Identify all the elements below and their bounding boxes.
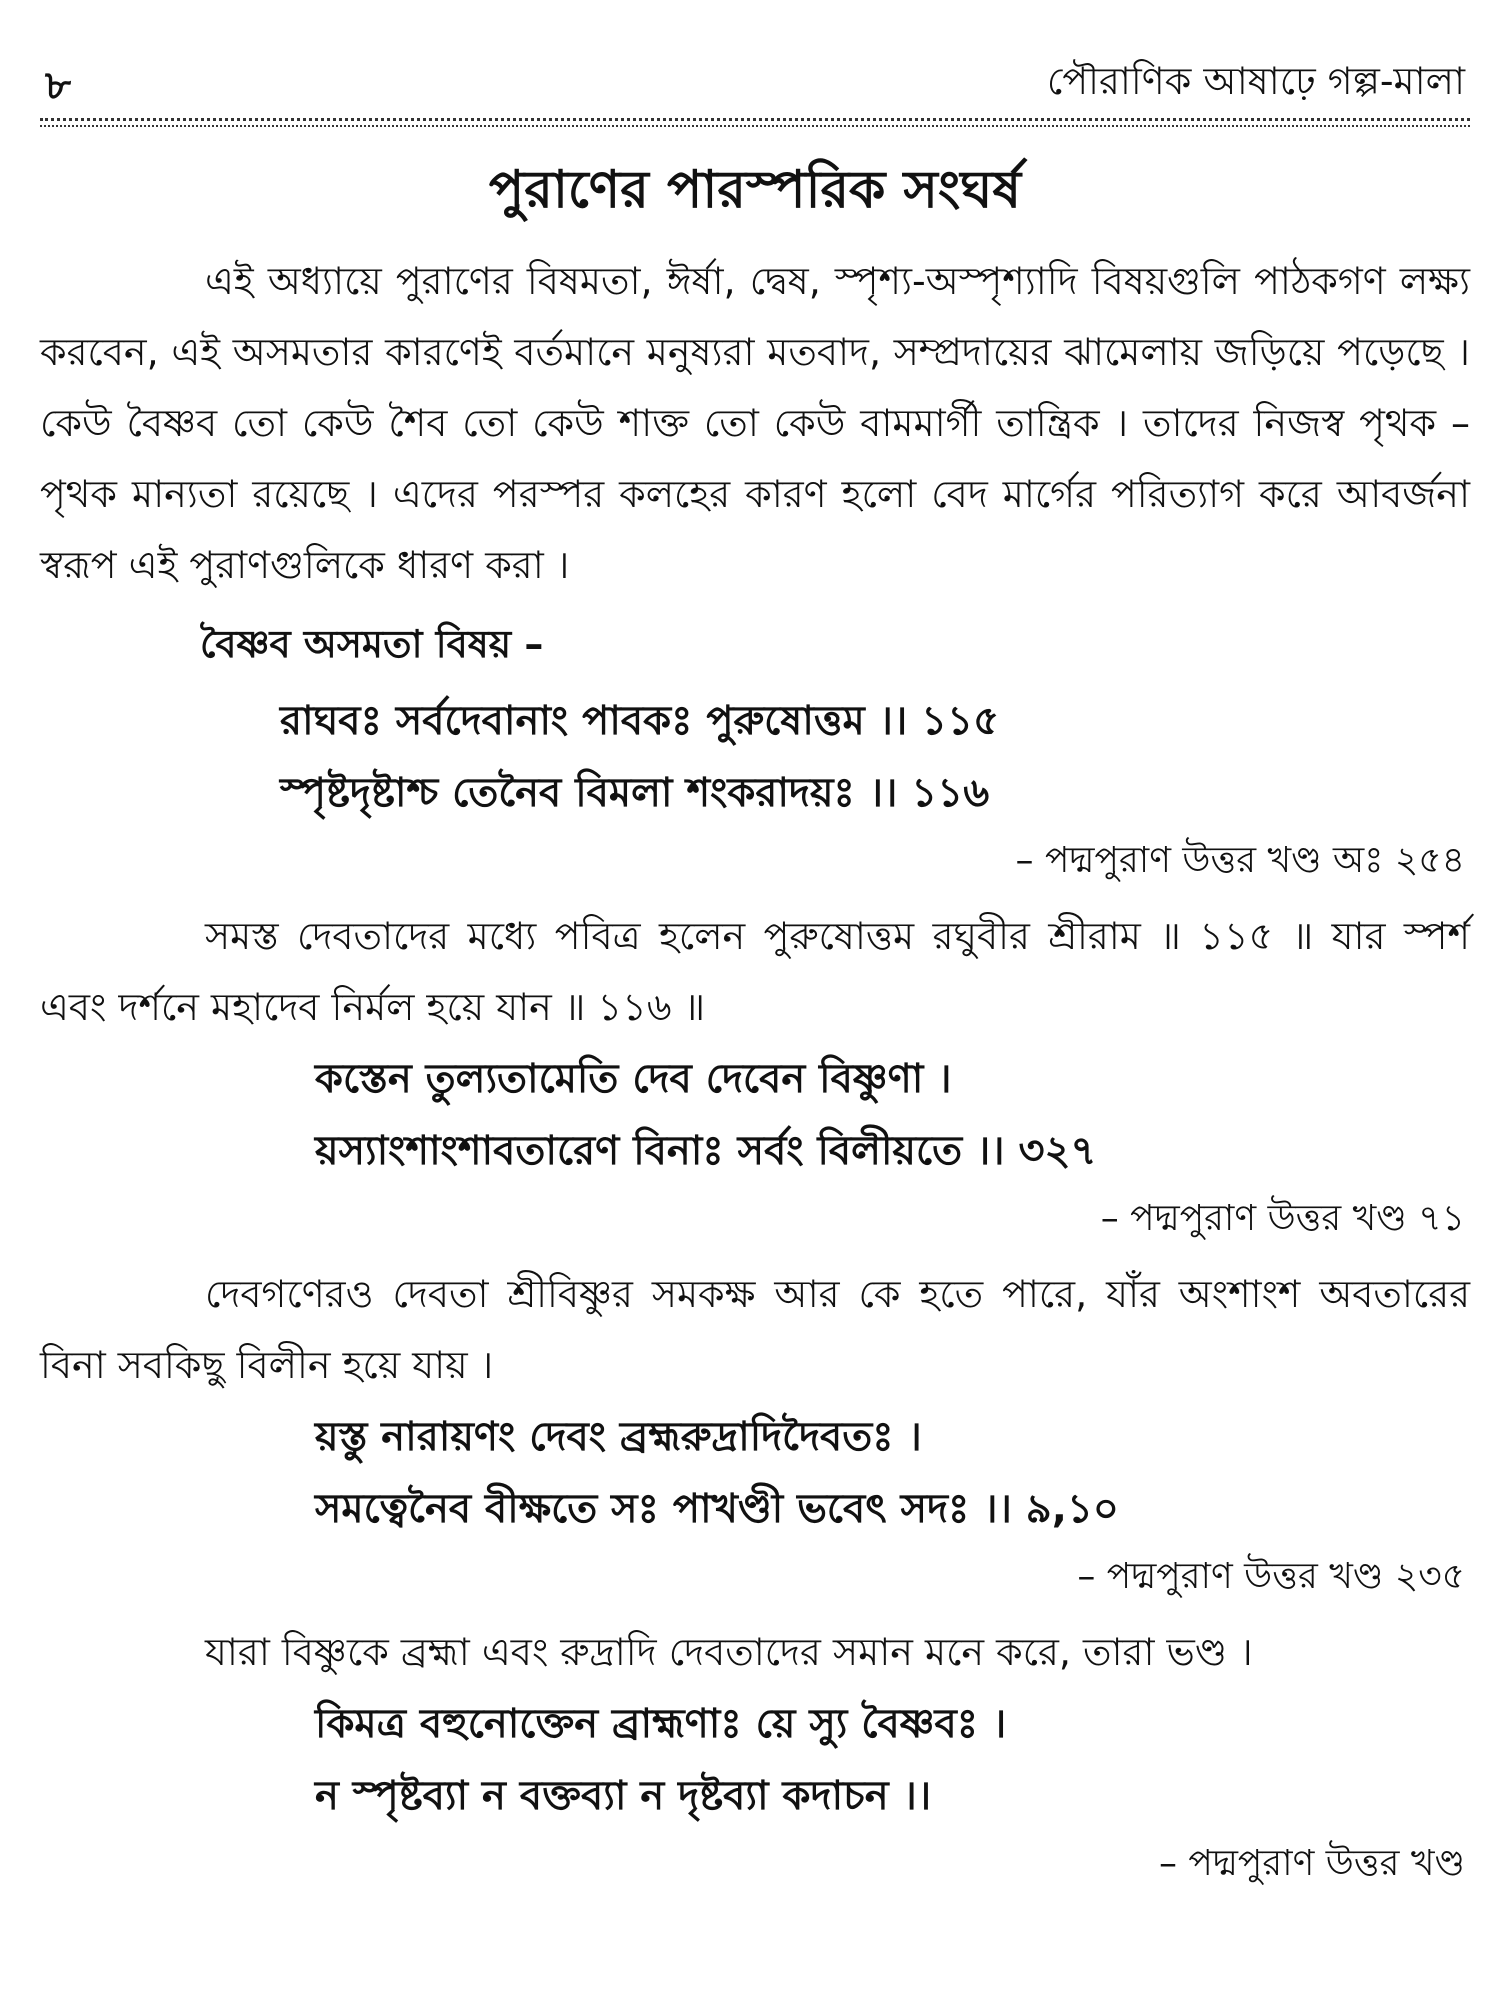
verse-2-line-2: য়স্যাংশাংশাবতারেণ বিনাঃ সর্বং বিলীয়তে ।। ৩২৭ <box>315 1128 1097 1174</box>
verse-2-source: – পদ্মপুরাণ উত্তর খণ্ড ৭১ <box>1100 1198 1465 1239</box>
verse-4-source: – পদ্মপুরাণ উত্তর খণ্ড <box>1158 1843 1465 1884</box>
meaning-3: যারা বিষ্ণুকে ব্রহ্মা এবং রুদ্রাদি দেবতাদের সমান মনে করে, তারা ভণ্ড । <box>205 1630 1253 1674</box>
verse-2-line-1: কস্তেন তুল্যতামেতি দেব দেবেন বিষ্ণুণা । <box>315 1056 952 1102</box>
meaning-2: দেবগণেরও দেবতা শ্রীবিষ্ণুর সমকক্ষ আর কে হতে পারে, যাঁর অংশাংশ অবতারের বিনা সবকিছু বিলীন হয়ে যায় । <box>40 1272 1470 1387</box>
chapter-title: পুরাণের পারস্পরিক সংঘর্ষ <box>488 160 1022 220</box>
meaning-1: সমস্ত দেবতাদের মধ্যে পবিত্র হলেন পুরুষোত্তম রঘুবীর শ্রীরাম ॥ ১১৫ ॥ যার স্পর্শ এবং দর্শনে মহাদেব নির্মল হয়ে যান ॥ ১১৬ ॥ <box>40 914 1470 1029</box>
verse-4-line-1: কিমত্র বহুনোক্তেন ব্রাহ্মণাঃ য়ে স্যু বৈষ্ণবঃ । <box>315 1701 1007 1747</box>
verse-1-source: – পদ্মপুরাণ উত্তর খণ্ড অঃ ২৫৪ <box>1015 840 1465 881</box>
verse-3-line-1: য়স্তু নারায়ণং দেবং ব্রহ্মরুদ্রাদিদৈবতঃ । <box>315 1414 922 1460</box>
verse-1-line-1: রাঘবঃ সর্বদেবানাং পাবকঃ পুরুষোত্তম ।। ১১৫ <box>280 698 1000 744</box>
running-title: পৌরাণিক আষাঢ়ে গল্প-মালা <box>1046 59 1465 103</box>
verse-3-line-2: সমত্বেনৈব বীক্ষতে সঃ পাখণ্ডী ভবেৎ সদঃ ।। ৯,১০ <box>315 1486 1119 1532</box>
header-rule <box>40 118 1470 127</box>
intro-paragraph: এই অধ্যায়ে পুরাণের বিষমতা, ঈর্ষা, দ্বেষ, স্পৃশ্য-অস্পৃশ্যাদি বিষয়গুলি পাঠকগণ লক্ষ্য করবেন, এই অসমতার কারণেই বর্তমানে মনুষ্যরা মতবাদ, সম্প্রদায়ের ঝামেলায় জড়িয়ে পড়েছে । কেউ বৈষ্ণব তো কেউ শৈব তো কেউ শাক্ত তো কেউ বামমার্গী তান্ত্রিক । তাদের নিজস্ব পৃথক – পৃথক মান্যতা রয়েছে । এদের পরস্পর কলহের কারণ হলো বেদ মার্গের পরিত্যাগ করে আবর্জনা স্বরূপ এই পুরাণগুলিকে ধারণ করা । <box>40 259 1470 587</box>
verse-4-line-2: ন স্পৃষ্টব্যা ন বক্তব্যা ন দৃষ্টব্যা কদাচন ।। <box>315 1773 932 1819</box>
verse-1-line-2: স্পৃষ্টদৃষ্টাশ্চ তেনৈব বিমলা শংকরাদয়ঃ ।। ১১৬ <box>280 770 990 816</box>
page-number: ৮ <box>45 63 71 109</box>
page-header <box>40 40 1470 110</box>
sub-heading: বৈষ্ণব অসমতা বিষয় – <box>200 622 544 666</box>
verse-3-source: – পদ্মপুরাণ উত্তর খণ্ড ২৩৫ <box>1077 1556 1465 1597</box>
book-page <box>40 40 1470 1970</box>
